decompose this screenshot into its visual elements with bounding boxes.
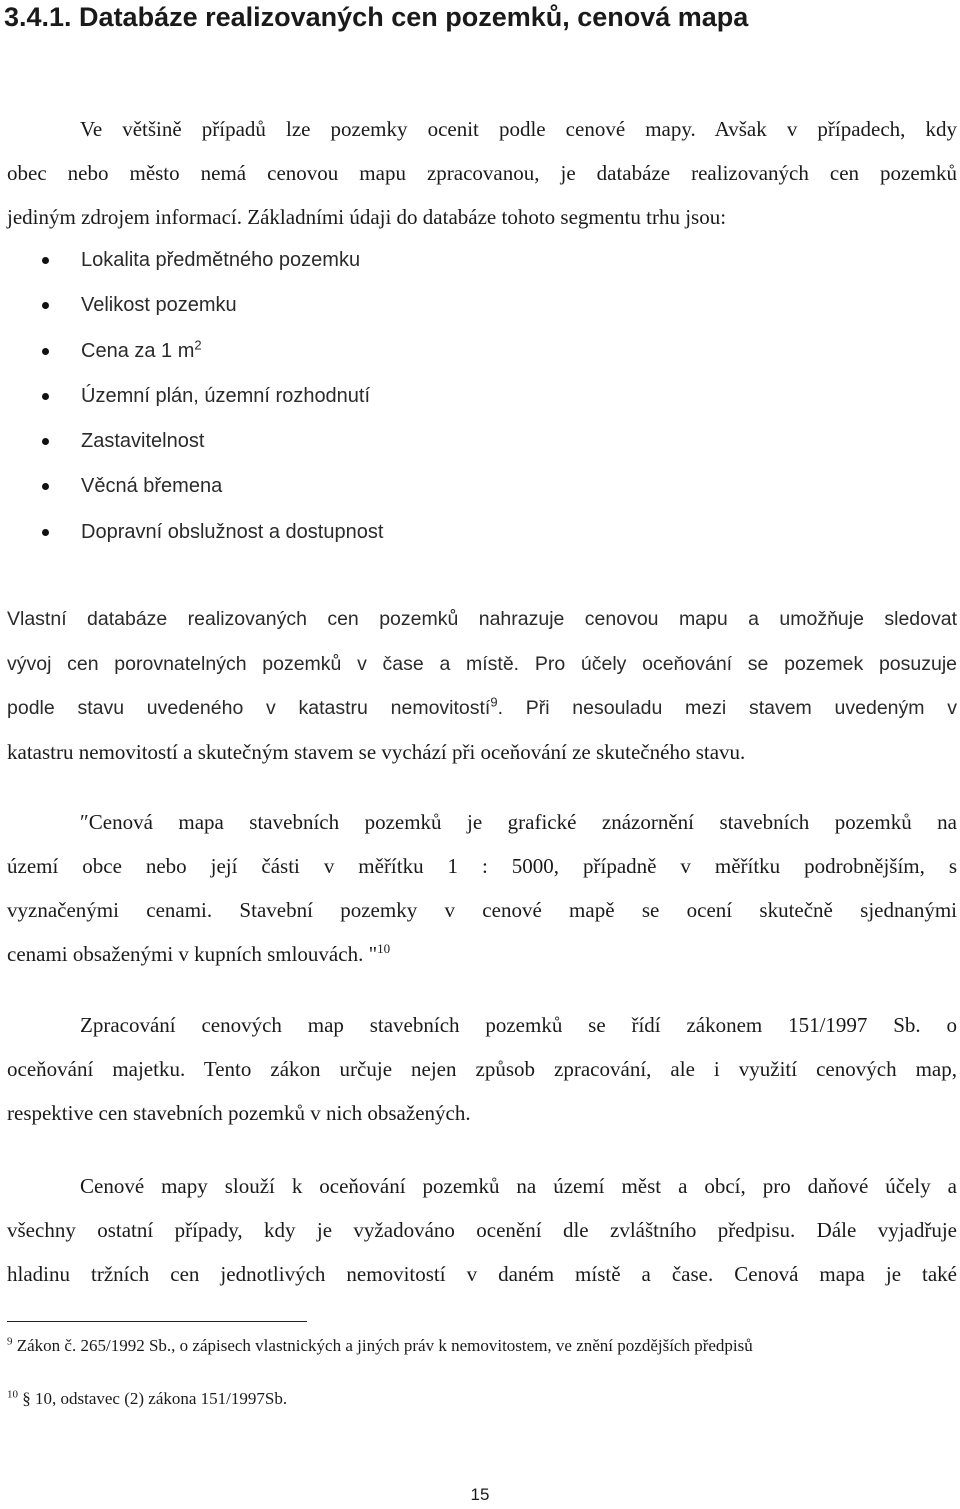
bullet-icon [42, 393, 49, 400]
paragraph-price-maps [7, 1164, 957, 1296]
paragraph-quote [7, 800, 957, 976]
list-item-text: Dopravní obslužnost a dostupnost [81, 520, 384, 543]
paragraph-line: ″Cenová mapa stavebních pozemků je grafické znázornění stavebních pozemků na [80, 810, 957, 834]
bullet-icon [42, 438, 49, 445]
footnote-text: § 10, odstavec (2) zákona 151/1997Sb. [18, 1389, 288, 1408]
page-number: 15 [470, 1485, 490, 1504]
paragraph-line: území obce nebo její části v měřítku 1 : 5000, případně v měřítku podrobnějším, s [7, 854, 957, 878]
paragraph-line: jediným zdrojem informací. Základními údaji do databáze tohoto segmentu trhu jsou: [7, 205, 727, 229]
list-item-text: Velikost pozemku [81, 294, 237, 317]
paragraph-line: hladinu tržních cen jednotlivých nemovitostí v daném místě a čase. Cenová mapa je také [7, 1262, 957, 1286]
paragraph-line: Zpracování cenových map stavebních pozemků se řídí zákonem 151/1997 Sb. o [80, 1013, 957, 1037]
list-item [0, 464, 383, 509]
list-item-text: Územní plán, územní rozhodnutí [81, 384, 371, 407]
bullet-icon [42, 257, 49, 264]
paragraph-line [7, 641, 957, 686]
footnote-ref: 10 [377, 941, 391, 956]
paragraph-line: Ve většině případů lze pozemky ocenit podle cenové mapy. Avšak v případech, kdy [80, 117, 957, 141]
footnote-10 [7, 1387, 287, 1411]
paragraph-database [7, 597, 957, 774]
footnote-mark: 10 [7, 1388, 18, 1401]
paragraph-line: respektive cen stavebních pozemků v nich obsažených. [7, 1101, 471, 1125]
bullet-icon [42, 483, 49, 490]
text-run: cenami obsaženými v kupních smlouvách. " [7, 942, 378, 966]
paragraph-line [7, 686, 957, 730]
list-item [0, 329, 383, 374]
bullet-icon [42, 348, 49, 355]
text-run: podle stavu uvedeného v katastru nemovitostí [7, 697, 491, 719]
paragraph-line: Cenové mapy slouží k oceňování pozemků na území měst a obcí, pro daňové účely a [80, 1174, 957, 1198]
list-item-text: Zastavitelnost [81, 430, 205, 453]
paragraph-line: všechny ostatní případy, kdy je vyžadováno ocenění dle zvláštního předpisu. Dále vyjadřuje [7, 1218, 957, 1242]
bullet-icon [42, 529, 49, 536]
footnote-divider [7, 1321, 307, 1322]
footnote-mark: 9 [7, 1335, 13, 1348]
list-item [0, 238, 383, 283]
paragraph-line: Vlastní databáze realizovaných cen pozemků nahrazuje cenovou mapu a umožňuje sledovat [7, 608, 957, 630]
footnote-text: Zákon č. 265/1992 Sb., o zápisech vlastnických a jiných práv k nemovitostem, ve znění pozdějších předpisů [12, 1336, 753, 1355]
footnote-ref: 9 [490, 694, 498, 710]
paragraph-line: vyznačenými cenami. Stavební pozemky v cenové mapě se ocení skutečně sjednanými [7, 898, 957, 922]
list-item [0, 510, 383, 555]
list-item-text: Věcná břemena [81, 475, 223, 498]
list-item-text: Lokalita předmětného pozemku [81, 249, 361, 271]
list-item-text: Cena za 1 m [81, 339, 195, 362]
text-run: vývoj cen porovnatelných pozemků v čase a místě. [7, 653, 520, 675]
bullet-list [0, 238, 383, 555]
bullet-icon [42, 302, 49, 309]
paragraph-line [7, 932, 957, 976]
paragraph-intro [7, 107, 957, 239]
superscript: 2 [194, 336, 202, 352]
paragraph-law [7, 1003, 957, 1135]
list-item [0, 283, 383, 328]
list-item [0, 374, 383, 419]
list-item [0, 419, 383, 464]
section-heading: 3.4.1. Databáze realizovaných cen pozemků, cenová mapa [4, 2, 749, 32]
text-run: . Při nesouladu mezi stavem uvedeným v [497, 697, 957, 719]
paragraph-line: oceňování majetku. Tento zákon určuje nejen způsob zpracování, ale i využití cenových map, [7, 1057, 957, 1081]
text-run: Pro účely oceňování se pozemek posuzuje [519, 653, 958, 675]
footnote-9 [7, 1334, 753, 1358]
paragraph-line: katastru nemovitostí a skutečným stavem se vychází při oceňování ze skutečného stavu. [7, 740, 746, 764]
paragraph-line: obec nebo město nemá cenovou mapu zpracovanou, je databáze realizovaných cen pozemků [7, 161, 957, 185]
